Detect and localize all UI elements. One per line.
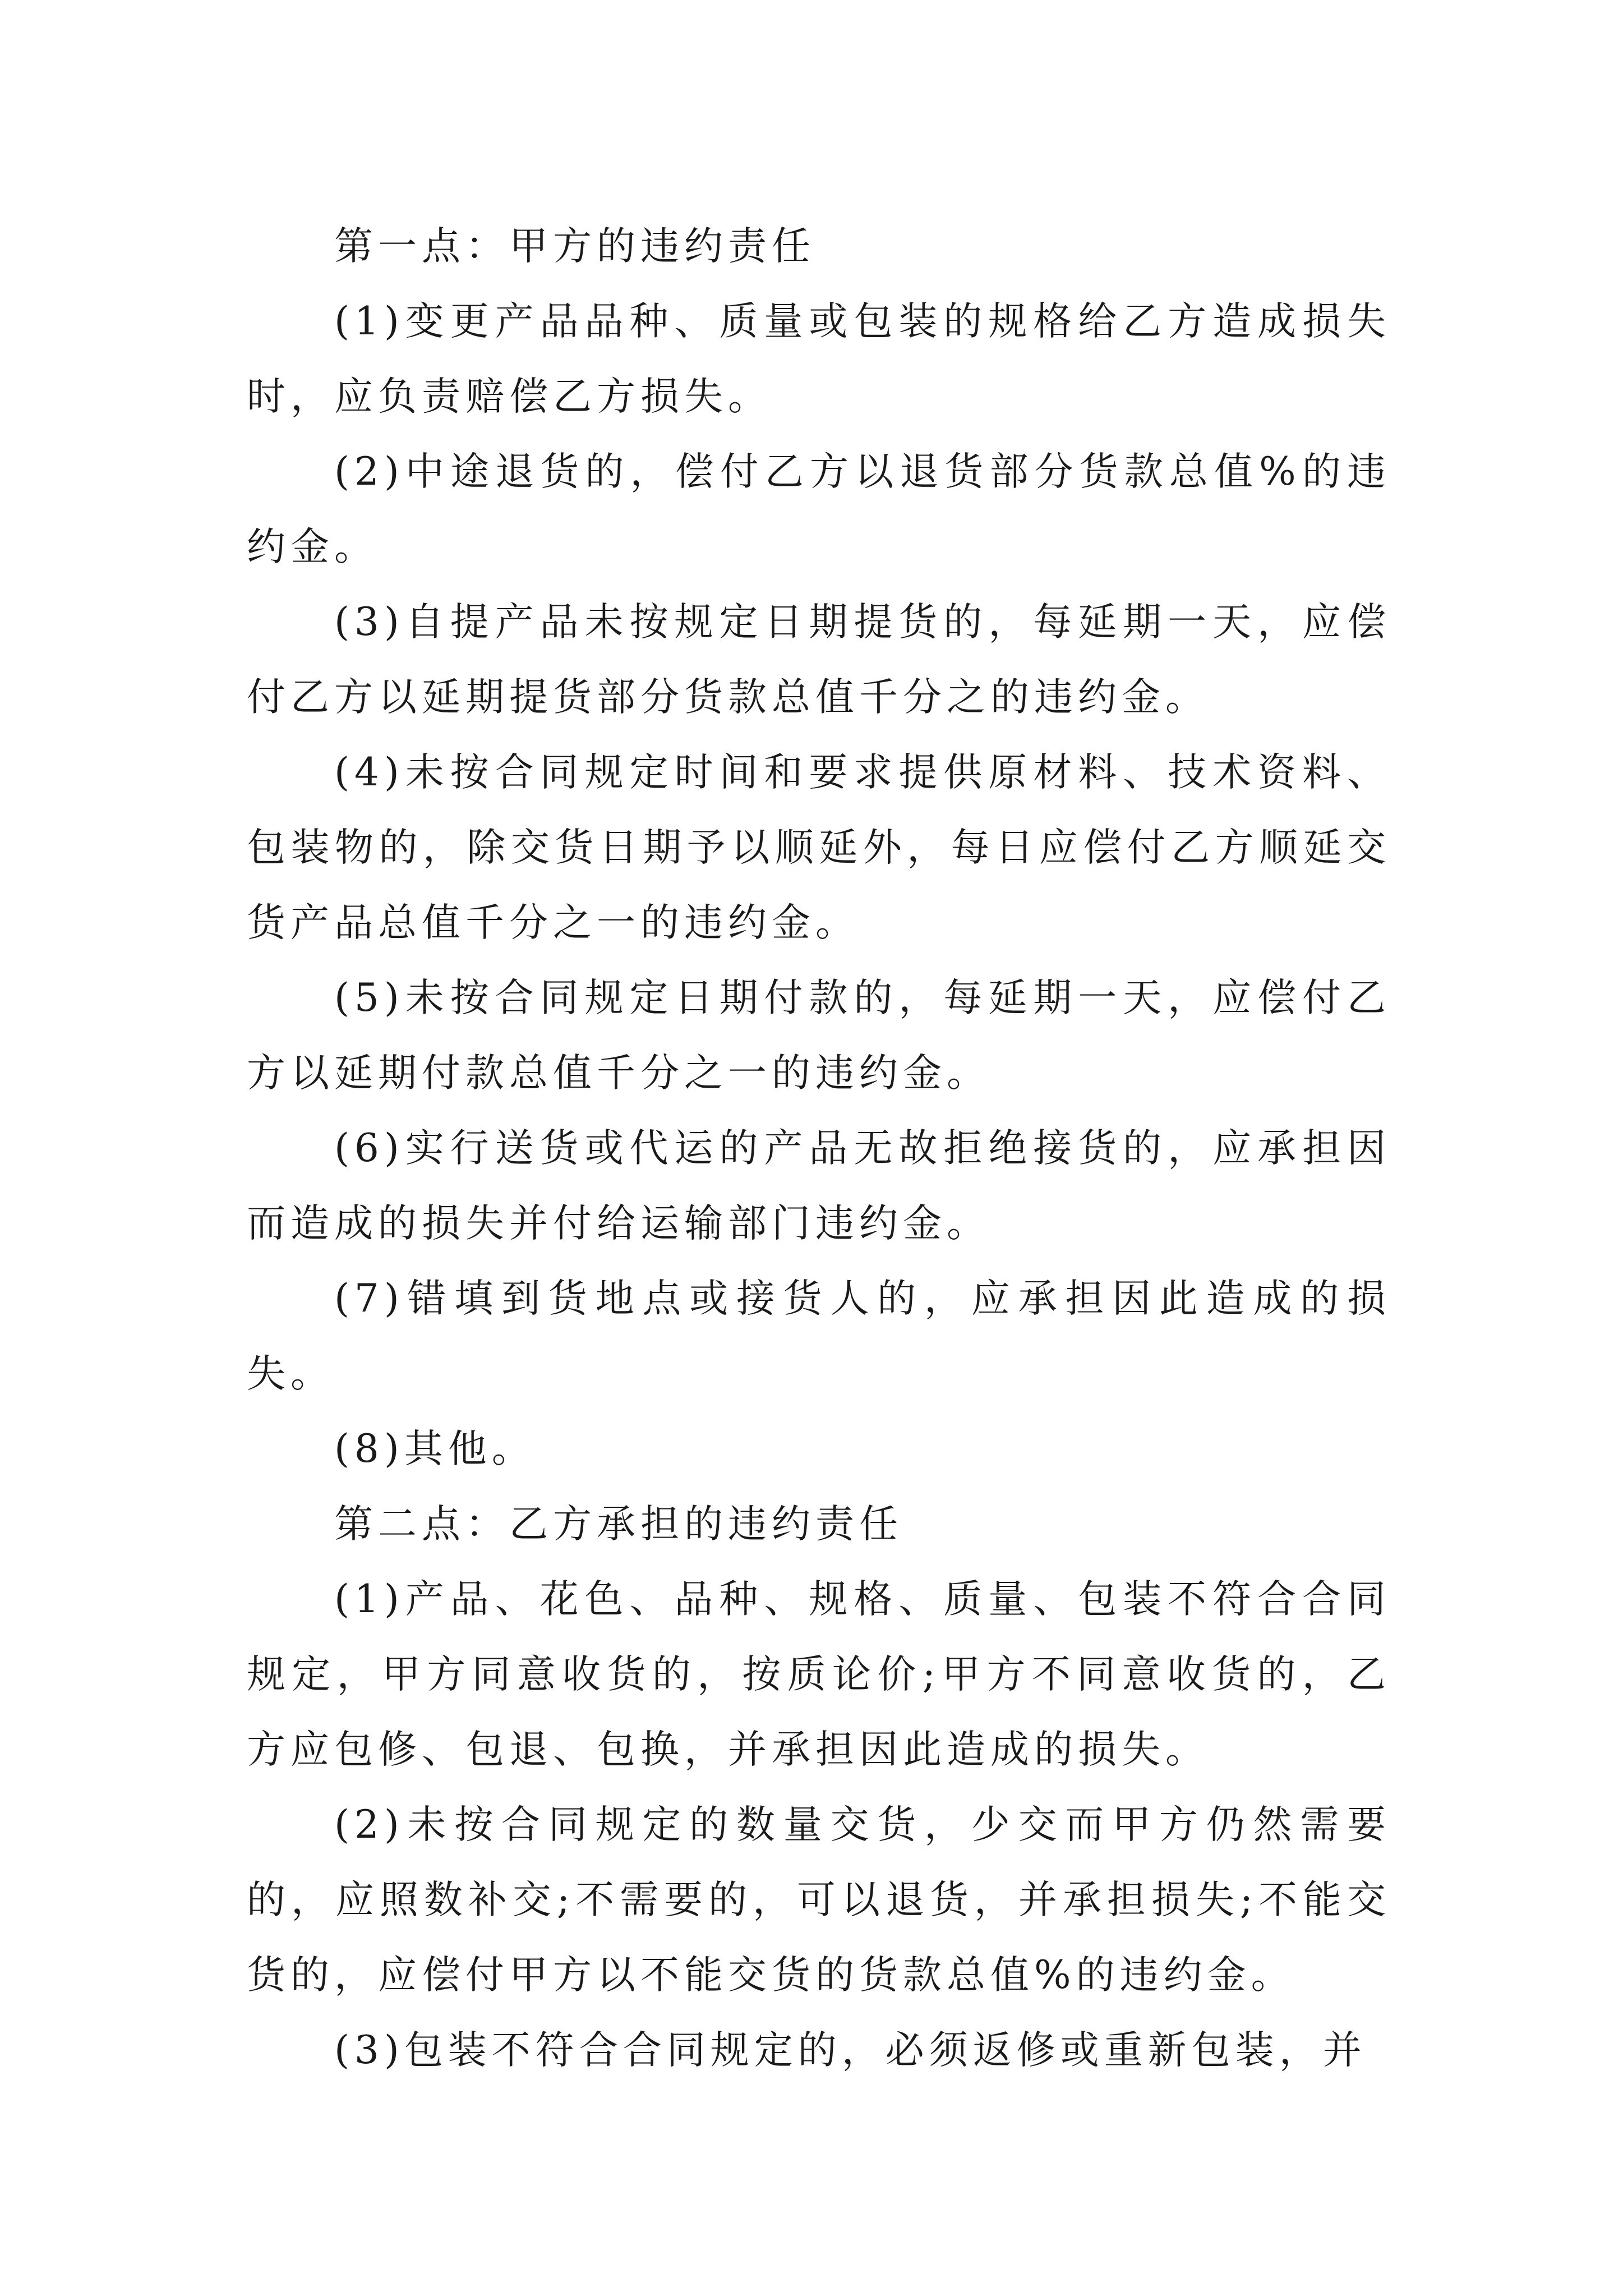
section-heading-1: 第一点：甲方的违约责任	[334, 224, 815, 269]
clause-2-3: (3)包装不符合合同规定的，必须返修或重新包装，并	[334, 2028, 1367, 2073]
clause-1-8: (8)其他。	[334, 1427, 536, 1471]
clause-2-2: (2)未按合同规定的数量交货，少交而甲方仍然需要的，应照数补交;不需要的，可以退货，并承担损失;不能交货的，应偿付甲方以不能交货的货款总值%的违约金。	[247, 1802, 1391, 1998]
clause-1-1: (1)变更产品品种、质量或包装的规格给乙方造成损失时，应负责赔偿乙方损失。	[247, 299, 1391, 419]
clause-2-1: (1)产品、花色、品种、规格、质量、包装不符合合同规定，甲方同意收货的，按质论价;甲方不同意收货的，乙方应包修、包退、包换，并承担因此造成的损失。	[247, 1577, 1391, 1772]
clause-1-6: (6)实行送货或代运的产品无故拒绝接货的，应承担因而造成的损失并付给运输部门违约金。	[247, 1126, 1391, 1246]
document-body	[247, 209, 1391, 2088]
clause-1-7: (7)错填到货地点或接货人的，应承担因此造成的损失。	[247, 1276, 1391, 1396]
clause-1-4: (4)未按合同规定时间和要求提供原材料、技术资料、包装物的，除交货日期予以顺延外，每日应偿付乙方顺延交货产品总值千分之一的违约金。	[247, 750, 1391, 945]
clause-1-5: (5)未按合同规定日期付款的，每延期一天，应偿付乙方以延期付款总值千分之一的违约金。	[247, 976, 1391, 1096]
section-heading-2: 第二点：乙方承担的违约责任	[334, 1502, 903, 1547]
clause-1-3: (3)自提产品未按规定日期提货的，每延期一天，应偿付乙方以延期提货部分货款总值千分之的违约金。	[247, 600, 1391, 720]
clause-1-2: (2)中途退货的，偿付乙方以退货部分货款总值%的违约金。	[247, 449, 1391, 569]
